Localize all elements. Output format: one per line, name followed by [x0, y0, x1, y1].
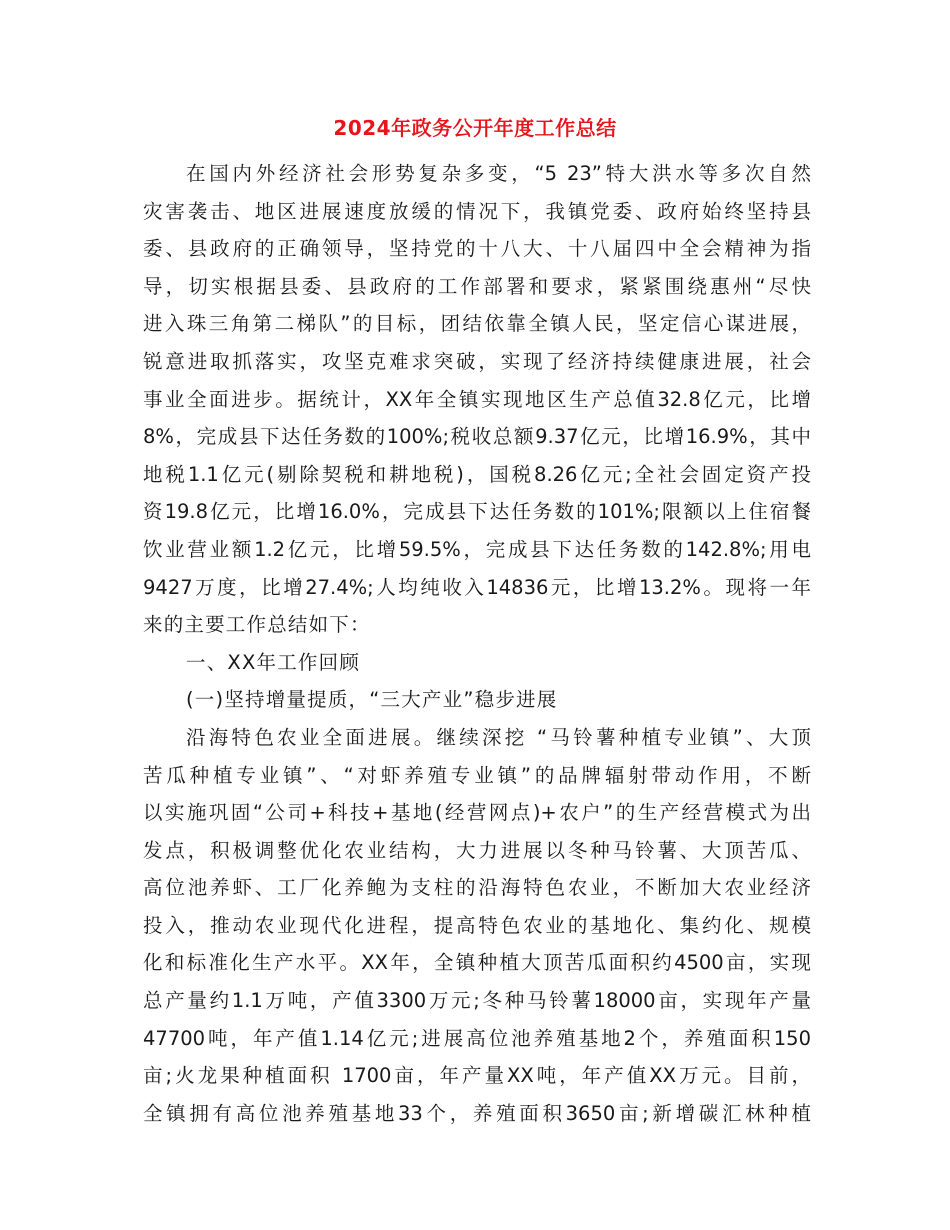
paragraph-line: 在国内外经济社会形势复杂多变，“5 23”特大洪水等多次自然 — [186, 162, 811, 185]
paragraph-line: 8%，完成县下达任务数的100%;税收总额9.37亿元，比增16.9%，其中 — [143, 425, 811, 449]
paragraph-line: 锐意进取抓落实，攻坚克难求突破，实现了经济持续健康进展，社会 — [143, 349, 811, 373]
paragraph-line: 全镇拥有高位池养殖基地33个，养殖面积3650亩;新增碳汇林种植 — [143, 1101, 811, 1125]
paragraph-line: 委、县政府的正确领导，坚持党的十八大、十八届四中全会精神为指 — [143, 237, 811, 261]
paragraph-line: 9427万度，比增27.4%;人均纯收入14836元，比增13.2%。现将一年 — [143, 575, 811, 599]
paragraph-line: (一)坚持增量提质，“三大产业”稳步进展 — [186, 688, 558, 712]
paragraph-line: 进入珠三角第二梯队”的目标，团结依靠全镇人民，坚定信心谋进展， — [143, 312, 811, 336]
paragraph-line: 化和标准化生产水平。XX年，全镇种植大顶苦瓜面积约4500亩，实现 — [143, 951, 811, 975]
document-title: 2024年政务公开年度工作总结 — [333, 116, 617, 140]
paragraph-line: 饮业营业额1.2亿元，比增59.5%，完成县下达任务数的142.8%;用电 — [143, 537, 811, 561]
paragraph-line: 沿海特色农业全面进展。继续深挖 “马铃薯种植专业镇”、大顶 — [186, 725, 811, 749]
paragraph-line: 亩;火龙果种植面积 1700亩，年产量XX吨，年产值XX万元。目前， — [143, 1064, 811, 1088]
paragraph-line: 苦瓜种植专业镇”、“对虾养殖专业镇”的品牌辐射带动作用，不断 — [143, 763, 811, 787]
paragraph-line: 地税1.1亿元(剔除契税和耕地税)，国税8.26亿元;全社会固定资产投 — [143, 462, 811, 486]
document-body — [143, 155, 811, 1132]
paragraph-line: 灾害袭击、地区进展速度放缓的情况下，我镇党委、政府始终坚持县 — [143, 199, 811, 223]
paragraph-line: 资19.8亿元，比增16.0%，完成县下达任务数的101%;限额以上住宿餐 — [143, 500, 811, 524]
paragraph-line: 47700吨，年产值1.14亿元;进展高位池养殖基地2个，养殖面积150 — [143, 1026, 811, 1050]
paragraph-line: 事业全面进步。据统计，XX年全镇实现地区生产总值32.8亿元，比增 — [143, 387, 811, 411]
paragraph-line: 投入，推动农业现代化进程，提高特色农业的基地化、集约化、规模 — [143, 913, 811, 937]
paragraph-line: 以实施巩固“公司+科技+基地(经营网点)+农户”的生产经营模式为出 — [143, 801, 811, 825]
paragraph-line: 总产量约1.1万吨，产值3300万元;冬种马铃薯18000亩，实现年产量 — [143, 989, 811, 1013]
paragraph-line: 导，切实根据县委、县政府的工作部署和要求，紧紧围绕惠州“尽快 — [143, 274, 811, 298]
paragraph-line: 发点，积极调整优化农业结构，大力进展以冬种马铃薯、大顶苦瓜、 — [143, 838, 811, 862]
paragraph-line: 来的主要工作总结如下： — [143, 613, 371, 637]
paragraph-line: 高位池养虾、工厂化养鲍为支柱的沿海特色农业，不断加大农业经济 — [143, 876, 811, 900]
paragraph-line: 一、XX年工作回顾 — [186, 650, 361, 674]
